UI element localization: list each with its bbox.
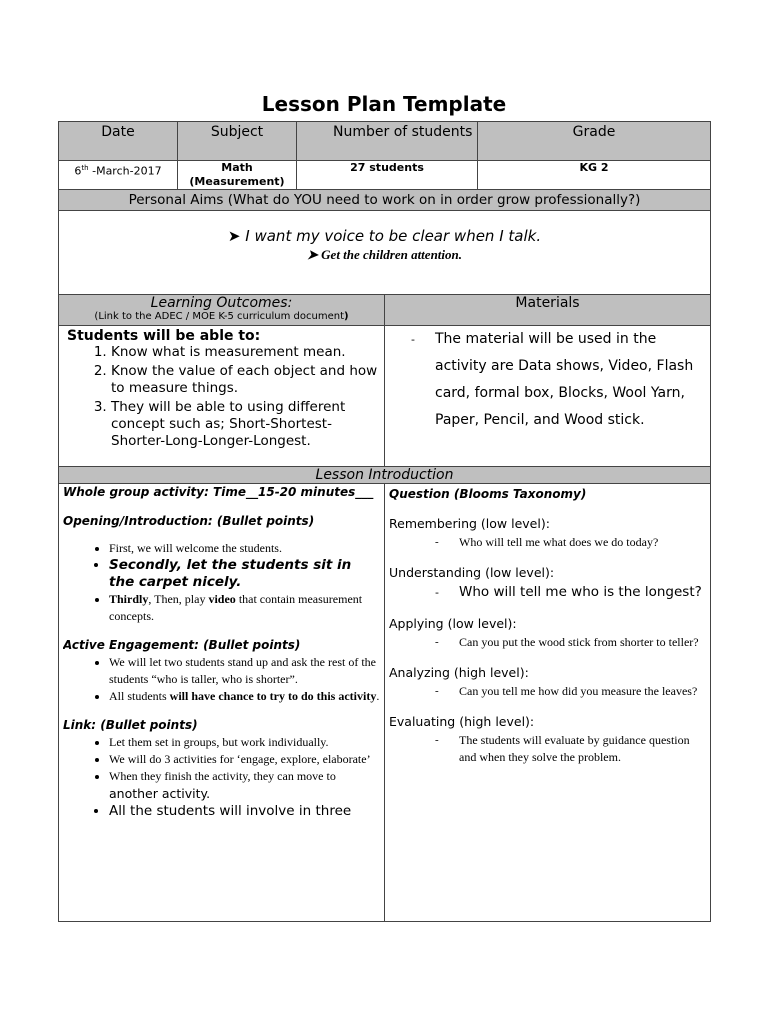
subject-value: Math (Measurement) <box>178 161 297 190</box>
aims-row <box>59 211 711 295</box>
intro-heading: Lesson Introduction <box>59 467 711 484</box>
header-row <box>59 122 711 161</box>
students-header: Number of students <box>297 122 478 161</box>
outcomes-subheading: (Link to the ADEC / MOE K-5 curriculum document) <box>94 311 349 322</box>
outcomes-cell <box>59 326 385 467</box>
outcomes-list <box>63 344 380 450</box>
materials-heading: Materials <box>515 295 580 311</box>
aims-heading: Personal Aims (What do YOU need to work on in order grow professionally?) <box>59 190 711 211</box>
outcomes-row <box>59 326 711 467</box>
list-item: 1. Know what is measurement mean. <box>111 344 380 361</box>
aim-item-1: ➤ I want my voice to be clear when I talk. <box>227 227 542 245</box>
list-item: • All students will have chance to try to do this activity. <box>109 688 380 705</box>
page-title: Lesson Plan Template <box>261 92 507 116</box>
active-heading: Active Engagement: (Bullet points) <box>63 638 301 652</box>
date-header: Date <box>59 122 178 161</box>
understanding-question: - Who will tell me who is the longest? <box>435 584 702 600</box>
opening-heading: Opening/Introduction: (Bullet points) <box>63 514 315 528</box>
subject-header: Subject <box>178 122 297 161</box>
applying-label: Applying (low level): <box>389 616 517 631</box>
materials-list <box>389 326 706 434</box>
aims-cell <box>59 211 711 295</box>
active-list <box>63 654 380 705</box>
aim-item-2: ➤ Get the children attention. <box>307 247 462 262</box>
opening-list <box>63 540 380 625</box>
students-value: 27 students <box>297 161 478 190</box>
outcomes-lead: Students will be able to: <box>67 328 261 344</box>
remembering-label: Remembering (low level): <box>389 516 550 531</box>
list-item: • All the students will involve in three <box>109 803 380 820</box>
list-item: • Let them set in groups, but work individually. <box>109 734 380 751</box>
evaluating-question: - The students will evaluate by guidance question and when they solve the problem. <box>435 733 690 764</box>
analyzing-label: Analyzing (high level): <box>389 665 529 680</box>
list-item: • When they finish the activity, they can move to another activity. <box>109 768 380 803</box>
list-item: • Secondly, let the students sit in the carpet nicely. <box>109 557 380 591</box>
list-item: 2. Know the value of each object and how to measure things. <box>111 363 380 397</box>
list-item: • We will let two students stand up and ask the rest of the students “who is taller, who is shorter”. <box>109 654 380 688</box>
questions-heading: Question (Blooms Taxonomy) <box>389 487 587 501</box>
intro-heading-row <box>59 467 711 484</box>
arrow-bullet-icon: ➤ <box>307 247 318 262</box>
materials-heading-cell <box>385 295 711 326</box>
date-value: 6th -March-2017 <box>59 161 178 190</box>
remembering-question: - Who will tell me what does we do today? <box>435 535 659 549</box>
lesson-plan-table <box>58 121 711 922</box>
list-item: • Thirdly, Then, play video that contain measurement concepts. <box>109 591 380 625</box>
intro-cell <box>59 484 385 922</box>
list-item: • We will do 3 activities for ‘engage, explore, elaborate’ <box>109 751 380 768</box>
link-heading: Link: (Bullet points) <box>63 718 198 732</box>
grade-header: Grade <box>478 122 711 161</box>
intro-row <box>59 484 711 922</box>
list-item: • First, we will welcome the students. <box>109 540 380 557</box>
outcomes-heading-cell <box>59 295 385 326</box>
outcomes-heading-row <box>59 295 711 326</box>
list-item: - The material will be used in the activity are Data shows, Video, Flash card, formal box, Blocks, Wool Yarn, Paper, Pencil, and Wood stick. <box>411 331 694 428</box>
link-list <box>63 734 380 820</box>
evaluating-label: Evaluating (high level): <box>389 714 535 729</box>
applying-question: - Can you put the wood stick from shorter to teller? <box>435 635 699 649</box>
list-item: 3. They will be able to using different concept such as; Short-Shortest-Shorter-Long-Longer-Longest. <box>111 399 380 450</box>
grade-value: KG 2 <box>478 161 711 190</box>
questions-cell <box>385 484 711 922</box>
outcomes-heading: Learning Outcomes: <box>150 295 293 311</box>
arrow-bullet-icon: ➤ <box>227 227 241 245</box>
analyzing-question: - Can you tell me how did you measure the leaves? <box>435 684 698 698</box>
values-row <box>59 161 711 190</box>
whole-group-label: Whole group activity: Time__15-20 minutes___ <box>63 485 374 499</box>
materials-cell <box>385 326 711 467</box>
aims-heading-row <box>59 190 711 211</box>
understanding-label: Understanding (low level): <box>389 565 555 580</box>
